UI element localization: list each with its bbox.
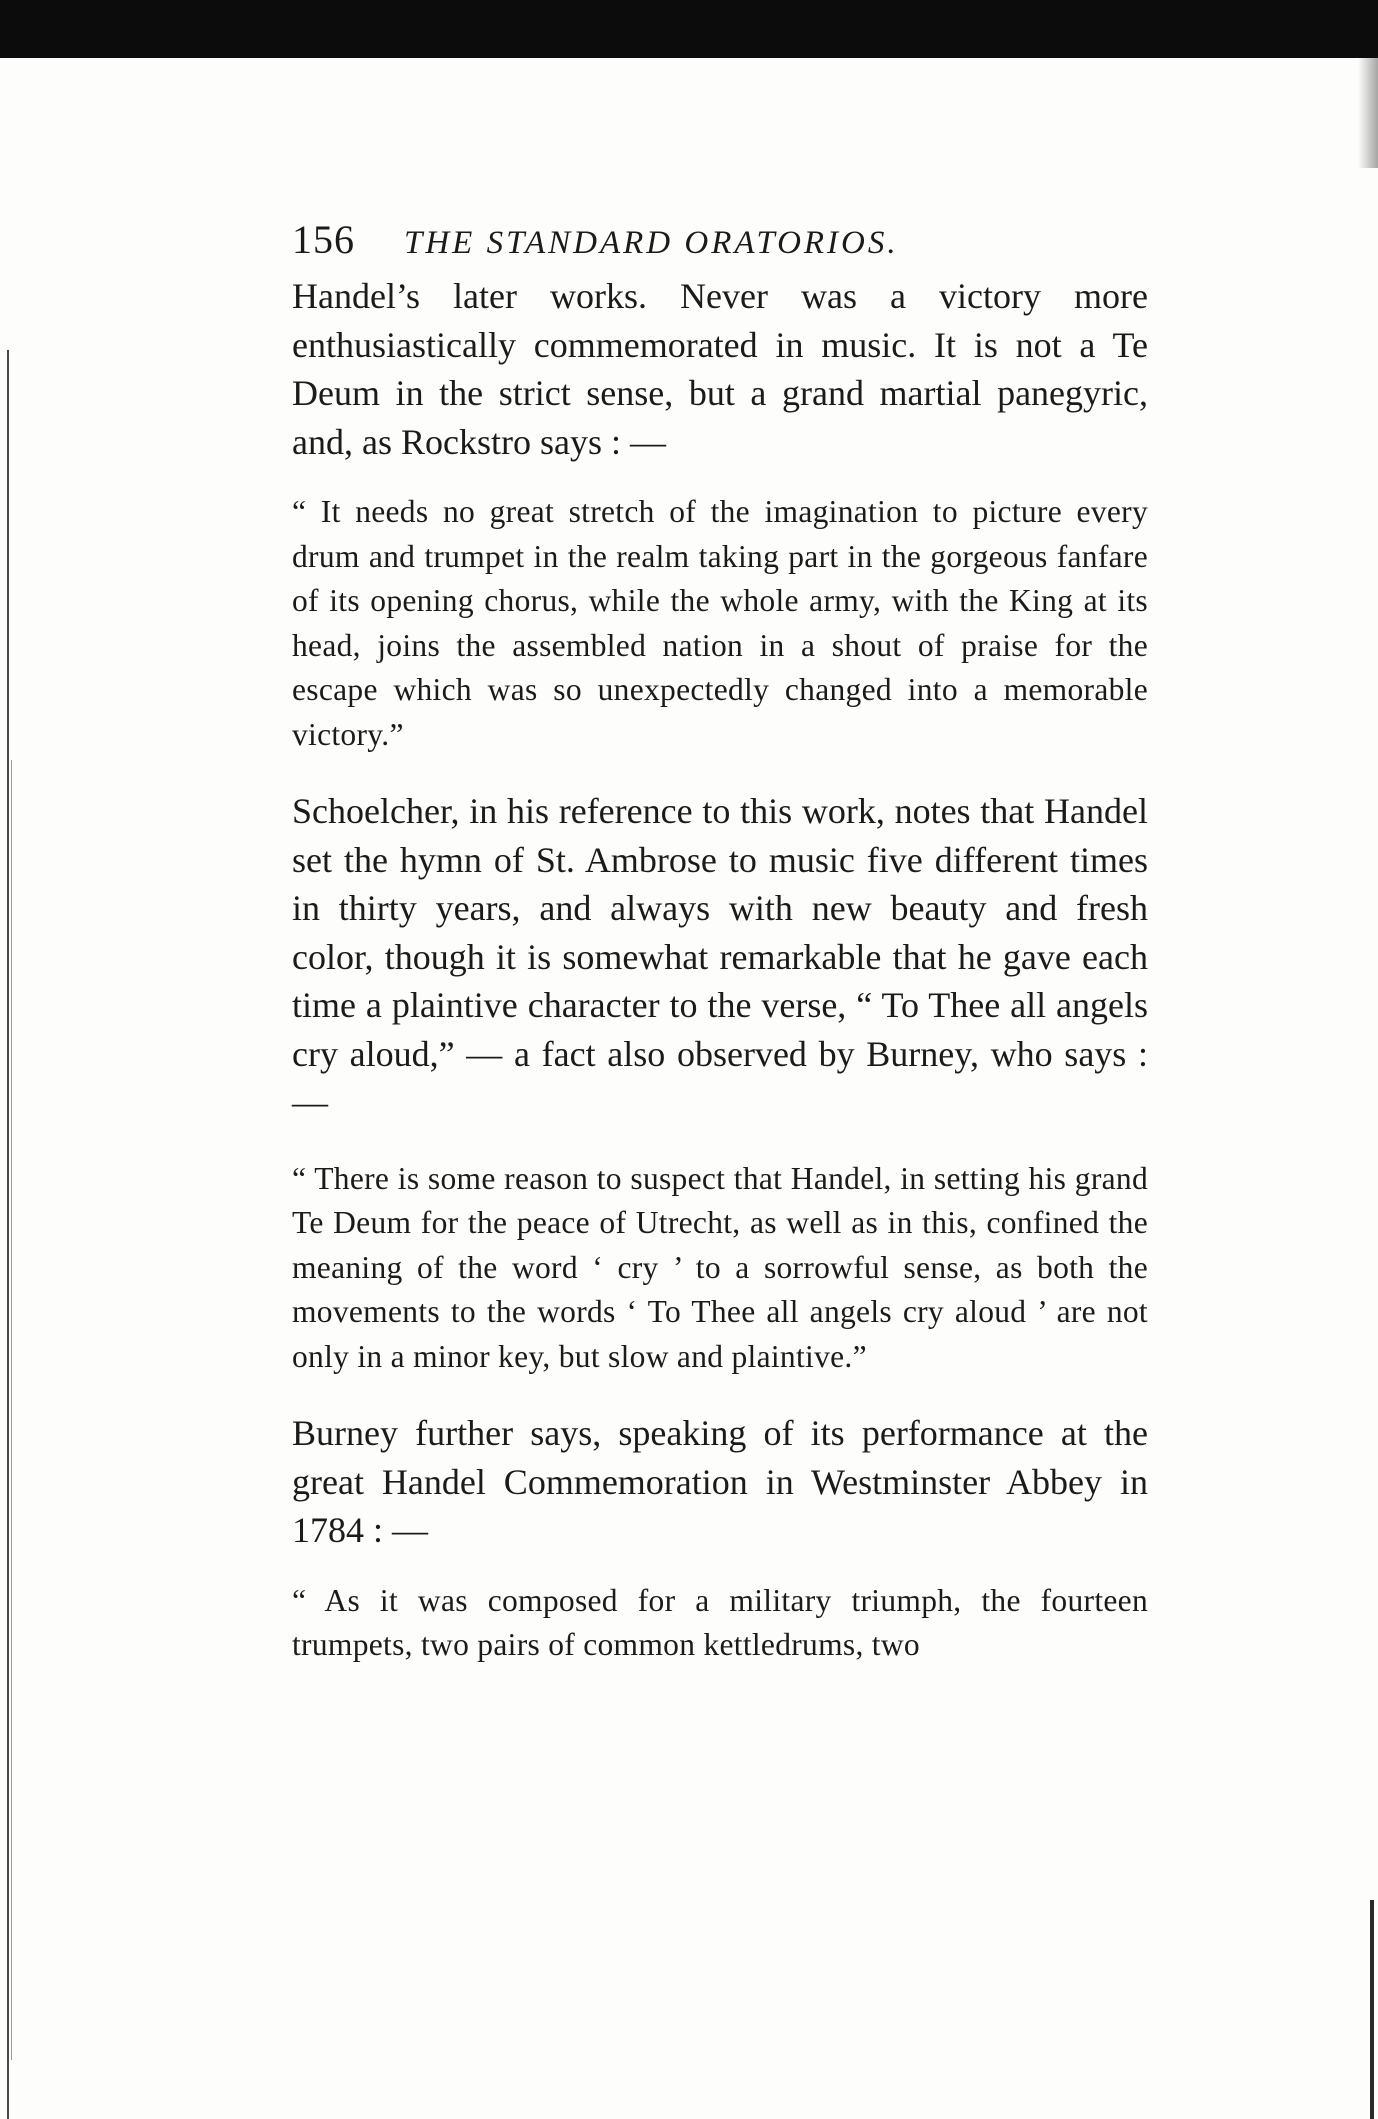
scan-border-right (1370, 1900, 1374, 2119)
paragraph-1: Handel’s later works. Never was a victory more enthusiastically commemorated in music. It is not a Te Deum in the strict sense, but a grand martial panegyric, and, as Rockstro says : — (292, 276, 1148, 462)
quote-burney: “ There is some reason to suspect that Handel, in setting his grand Te Deum for the peace of Utrecht, as well as in this, confined the meaning of the word ‘ cry ’ to a sorrowful sense, as both the movements to the words ‘ To Thee all angels cry aloud ’ are not only in a minor key, but slow and plaintive.” (292, 1160, 1148, 1374)
paragraph-schoelcher: Schoelcher, in his reference to this work, notes that Handel set the hymn of St. Ambrose to music five different times in thirty years, and always with new beauty and fresh color, though it is somewhat remarkable that he gave each time a plaintive character to the verse, “ To Thee all angels cry aloud,” — a fact also observed by Burney, who says : — (292, 791, 1148, 1122)
scan-border-top (0, 0, 1378, 58)
page-number: 156 (292, 217, 355, 262)
paragraph-burney-further: Burney further says, speaking of its performance at the great Handel Commemoration in Westminster Abbey in 1784 : — (292, 1413, 1148, 1550)
quote-rockstro: “ It needs no great stretch of the imagination to picture every drum and trumpet in the realm taking part in the gorgeous fanfare of its opening chorus, while the whole army, with the King at its head, joins the assembled nation in a shout of praise for the escape which was so unexpectedly changed into a memorable victory.” (292, 494, 1148, 752)
scan-border-left (7, 350, 9, 2119)
scan-border-left-faint (11, 760, 12, 2060)
book-page (292, 216, 1148, 1668)
running-title: THE STANDARD ORATORIOS. (404, 225, 899, 261)
page-header (292, 216, 1148, 272)
quote-military-triumph: “ As it was composed for a military triumph, the fourteen trumpets, two pairs of common kettledrums, two (292, 1582, 1148, 1662)
